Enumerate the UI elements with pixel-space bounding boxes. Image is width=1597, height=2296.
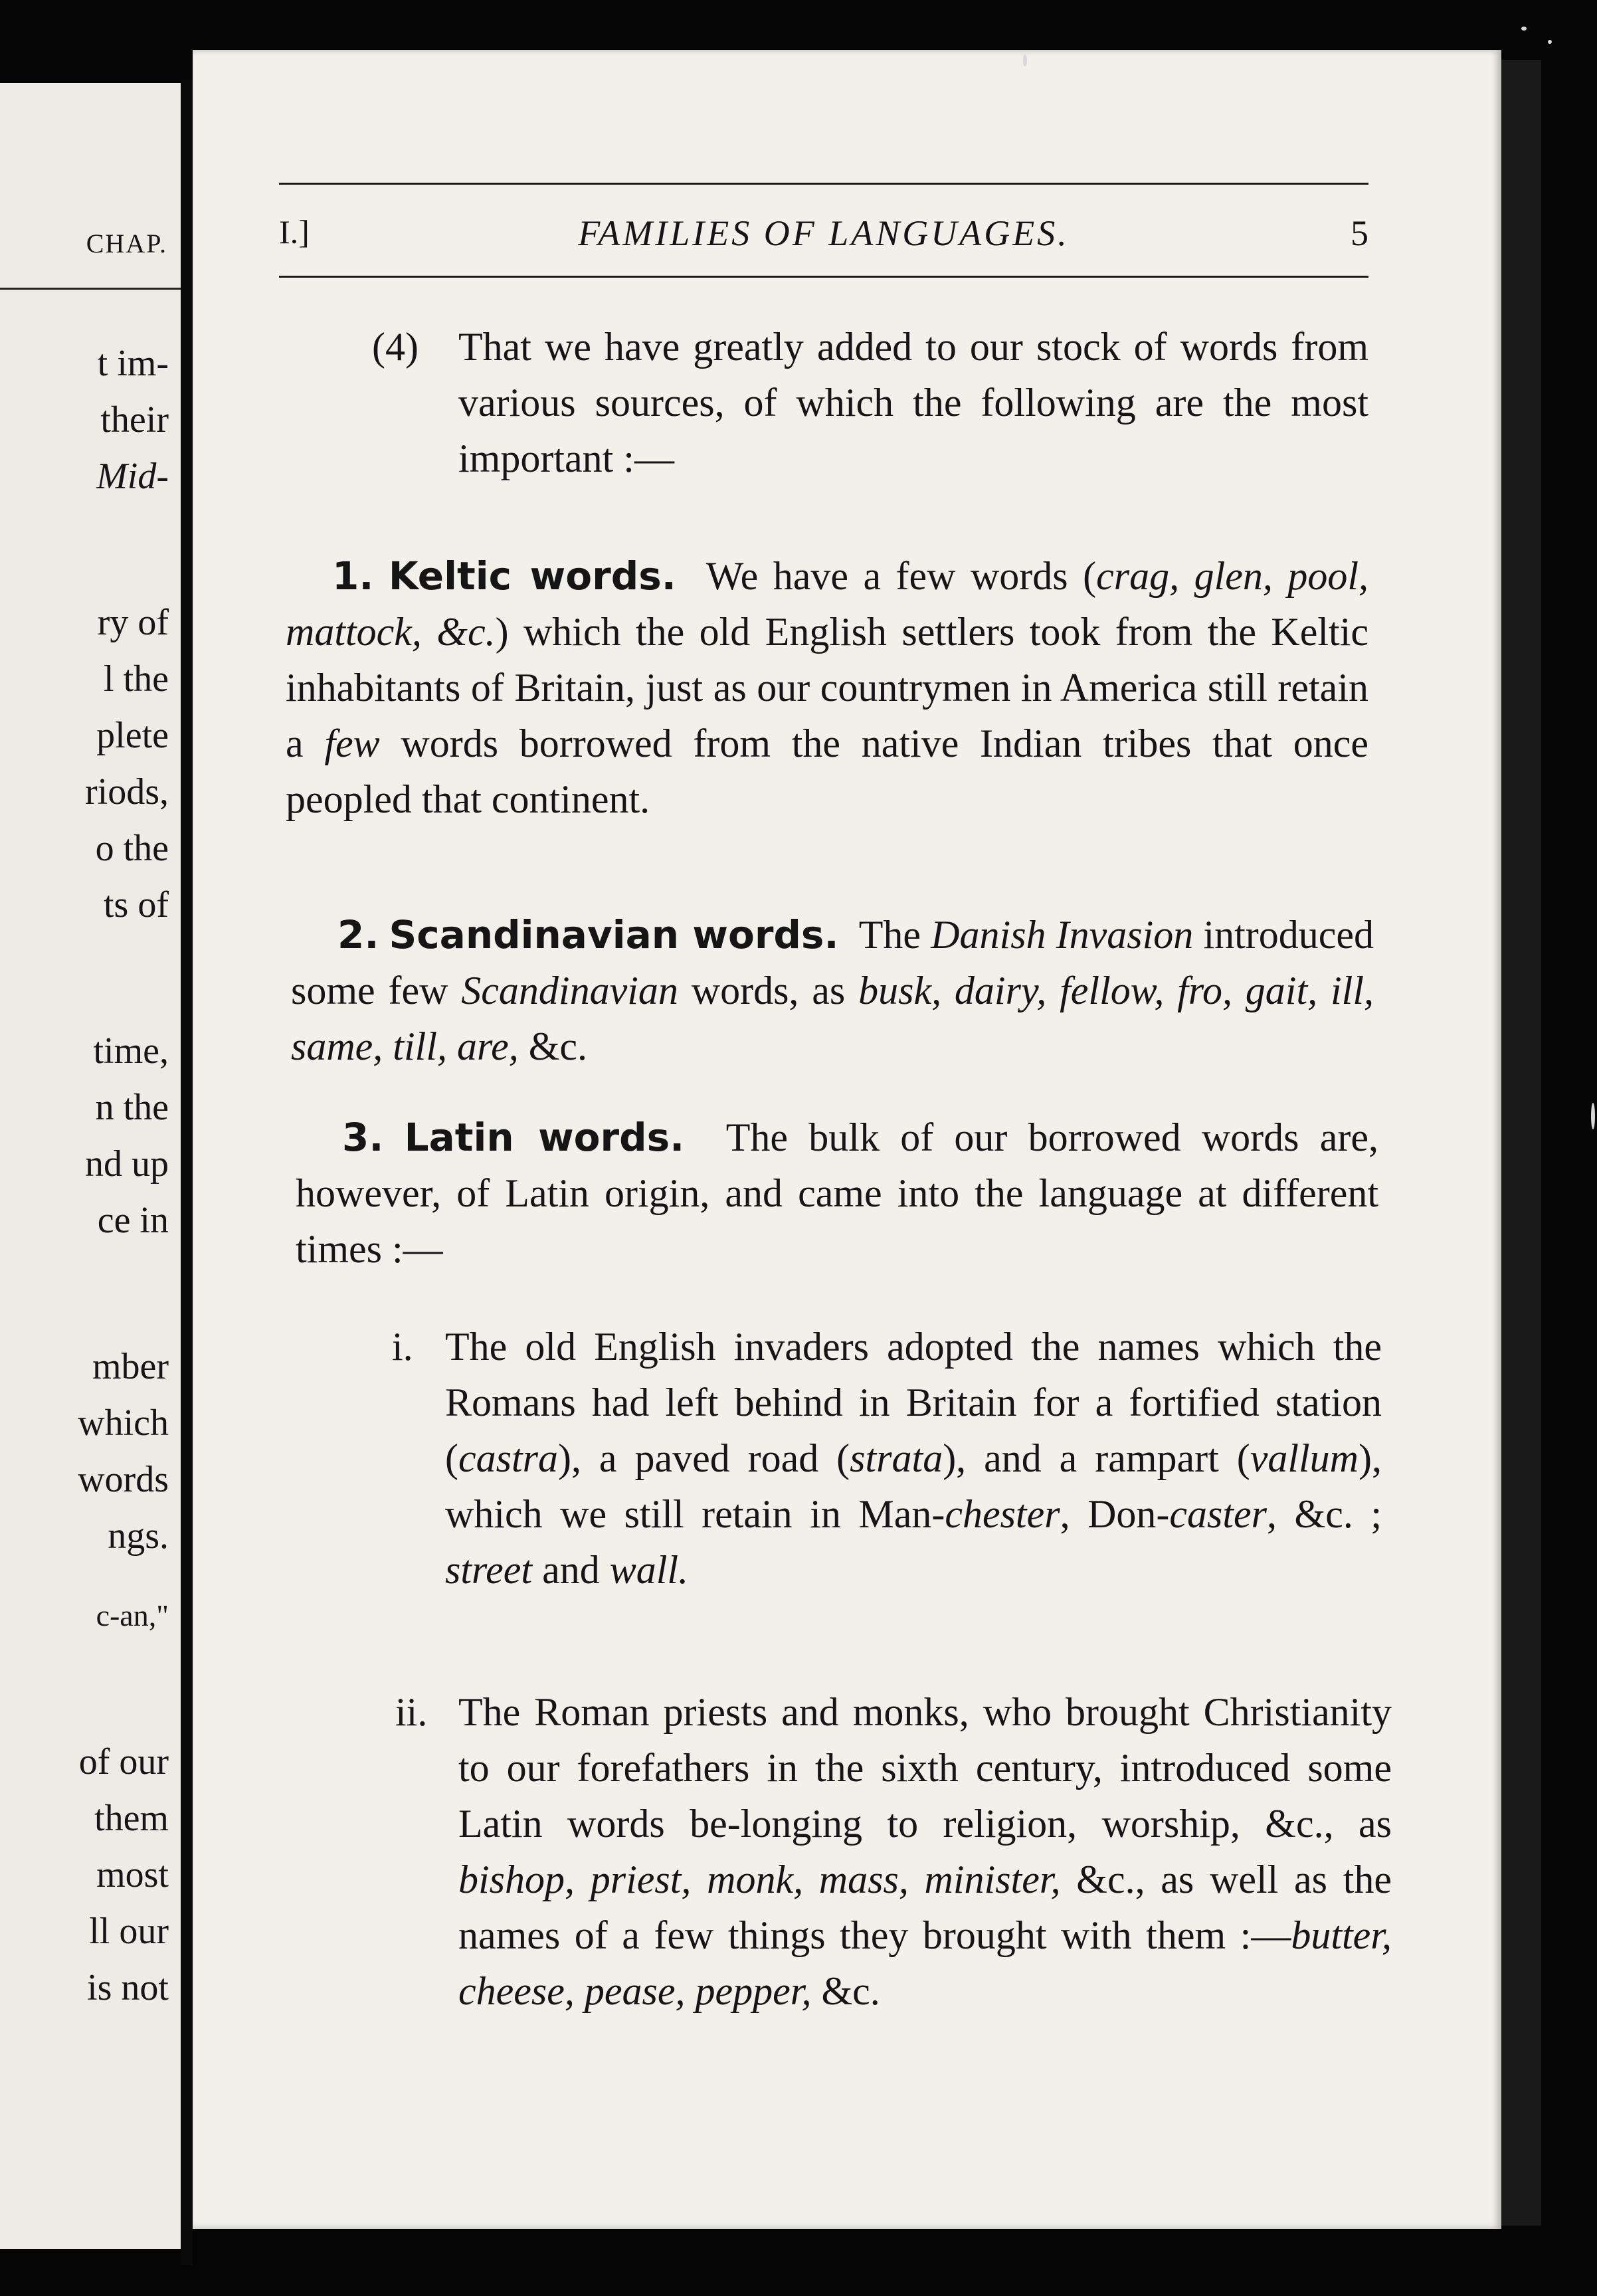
latin-number: 3. <box>342 1115 384 1160</box>
left-page-line: ce in <box>97 1200 169 1241</box>
left-page-line: words <box>78 1459 169 1500</box>
left-page-line: time, <box>93 1030 169 1072</box>
keltic-text-3: words borrowed from the native Indian tribes that once peopled that continent. <box>286 721 1368 821</box>
scandinavian-number: 2. <box>337 912 379 957</box>
latin-heading: Latin words. <box>404 1115 685 1160</box>
keltic-text: We have a few words ( <box>705 554 1097 598</box>
item-i-text-5: , Don- <box>1060 1492 1170 1536</box>
intro-text: That we have greatly added to our stock of words from various sources, of which the following are the most important :— <box>458 325 1368 480</box>
keltic-few: few <box>324 721 380 765</box>
left-page-line: n the <box>95 1087 169 1128</box>
caster: caster <box>1169 1492 1268 1536</box>
vallum: vallum <box>1250 1436 1359 1480</box>
top-rule <box>279 183 1368 185</box>
left-page-line: t im- <box>97 343 169 384</box>
left-page-line: is not <box>87 1967 169 2008</box>
item-i-paragraph <box>392 1319 1382 1598</box>
left-page-line: l the <box>104 658 169 700</box>
left-page-line: nd up <box>85 1143 169 1185</box>
scandinavian-text: The <box>858 913 931 957</box>
item-i-text-2: ), a paved road ( <box>557 1436 850 1480</box>
keltic-paragraph <box>286 548 1368 827</box>
left-page-line: Mid- <box>96 456 169 497</box>
food-words: butter, cheese, pease, pepper, <box>458 1913 1392 2013</box>
page-edge-shadow <box>1501 60 1541 2226</box>
left-page-line: plete <box>96 715 169 756</box>
left-page-line: ll our <box>89 1911 169 1952</box>
chapter-number: I.] <box>279 213 310 250</box>
danish-invasion: Danish Invasion <box>931 913 1194 957</box>
running-head <box>279 213 1368 252</box>
item-ii-text-3: &c. <box>811 1969 880 2013</box>
chester: chester <box>945 1492 1060 1536</box>
scandinavian-text-2: introduced some few <box>291 913 1374 1012</box>
wall: wall. <box>609 1548 689 1592</box>
scan-speck <box>1023 54 1027 66</box>
left-page-line: riods, <box>85 771 169 813</box>
header-rule <box>279 276 1368 278</box>
left-page-line: which <box>78 1402 169 1444</box>
item-i-text-3: ), and a rampart ( <box>943 1436 1250 1480</box>
castra: castra <box>458 1436 558 1480</box>
scandinavian-examples: busk, dairy, fellow, fro, gait, ill, same, till, are, <box>291 969 1374 1068</box>
left-page-line: ngs. <box>108 1515 169 1557</box>
latin-text: The bulk of our borrowed words are, however, of Latin origin, and came into the language at different times :— <box>296 1115 1379 1271</box>
left-page-line: their <box>100 399 169 440</box>
intro-marker: (4) <box>372 325 419 369</box>
item-i-text-7: and <box>532 1548 610 1592</box>
left-page-rule <box>0 288 181 290</box>
item-ii-text-2: &c., as well as the names of a few things they brought with them :— <box>458 1858 1392 1957</box>
strata: strata <box>850 1436 943 1480</box>
religion-words: bishop, priest, monk, mass, minister, <box>458 1858 1061 1901</box>
left-page-line: ry of <box>97 602 169 643</box>
left-page-header: CHAP. <box>86 229 167 258</box>
latin-paragraph <box>296 1109 1378 1277</box>
keltic-heading: Keltic words. <box>388 553 676 599</box>
left-page-line: c-an," <box>96 1598 169 1632</box>
item-i-text-6: , &c. ; <box>1267 1492 1382 1536</box>
keltic-text-2: ) which the old English settlers took from the Keltic inhabitants of Britain, just as our countrymen in America still retain a <box>286 610 1369 765</box>
intro-paragraph <box>372 319 1368 486</box>
item-ii-text: The Roman priests and monks, who brought Christianity to our forefathers in the sixth century, introduced some Latin words be-longing to religion, worship, &c., as <box>458 1690 1392 1846</box>
item-ii-paragraph <box>395 1684 1392 2019</box>
left-page-line: mber <box>92 1346 169 1387</box>
keltic-examples: crag, glen, pool, mattock, &c. <box>286 554 1369 654</box>
scandinavian-paragraph <box>291 907 1374 1074</box>
keltic-number: 1. <box>332 553 374 599</box>
scandinavian-text-3: words, as <box>678 969 859 1012</box>
left-page-line: o the <box>95 828 169 869</box>
scan-speck <box>1591 1103 1595 1129</box>
left-page-line: most <box>96 1854 169 1895</box>
scandinavian-term: Scandinavian <box>461 969 678 1012</box>
left-page-line: ts of <box>104 884 169 925</box>
page-number: 5 <box>1351 213 1368 253</box>
book-spine <box>181 80 193 2265</box>
page-title: FAMILIES OF LANGUAGES. <box>578 213 1070 253</box>
left-page-fragment <box>0 83 181 2249</box>
item-i-text-4: ), which we still retain in Man- <box>445 1436 1382 1536</box>
item-i-marker: i. <box>392 1325 413 1369</box>
left-page-line: them <box>94 1798 169 1839</box>
item-i-text: The old English invaders adopted the names which the Romans had left behind in Britain for a fortified station ( <box>445 1325 1382 1480</box>
scan-speck <box>1548 40 1552 44</box>
left-page-line: of our <box>78 1741 169 1782</box>
scandinavian-text-4: &c. <box>518 1024 588 1068</box>
street: street <box>445 1548 533 1592</box>
scan-speck <box>1521 27 1527 31</box>
scandinavian-heading: Scandinavian words. <box>389 912 839 957</box>
book-page <box>193 50 1501 2229</box>
item-ii-marker: ii. <box>395 1690 428 1734</box>
